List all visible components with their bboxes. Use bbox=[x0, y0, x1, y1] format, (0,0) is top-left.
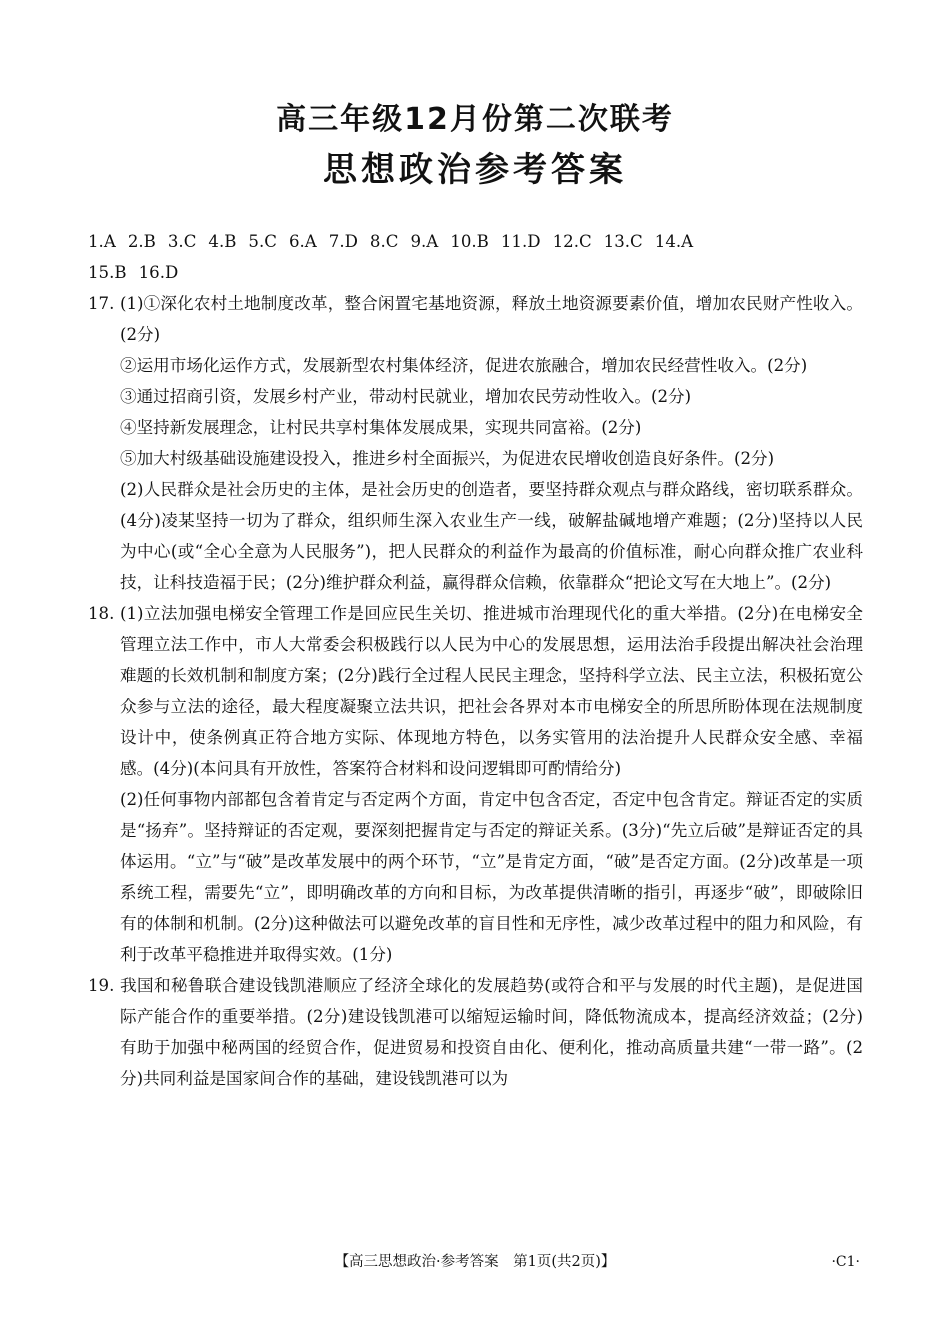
answer-paragraph: ⑤加大村级基础设施建设投入，推进乡村全面振兴，为促进农民增收创造良好条件。(2分) bbox=[120, 449, 775, 468]
answer-title: 思想政治参考答案 bbox=[323, 150, 627, 190]
question-number: 17. bbox=[88, 294, 115, 313]
footer-code: ·C1· bbox=[831, 1254, 860, 1270]
footer-text: 【高三思想政治·参考答案 第1页(共2页)】 bbox=[334, 1254, 616, 1270]
mc-answer: 9.A bbox=[410, 232, 439, 251]
mc-answer: 12.C bbox=[552, 232, 592, 251]
answer-paragraph: ④坚持新发展理念，让村民共享村集体发展成果，实现共同富裕。(2分) bbox=[120, 418, 642, 437]
mc-answer: 4.B bbox=[208, 232, 237, 251]
question-number: 19. bbox=[88, 976, 115, 995]
page-footer bbox=[0, 1248, 950, 1276]
mc-answers-line-1 bbox=[88, 226, 863, 257]
question-19 bbox=[88, 970, 863, 1094]
mc-answer: 10.B bbox=[450, 232, 489, 251]
answer-paragraph: (2)人民群众是社会历史的主体，是社会历史的创造者，要坚持群众观点与群众路线，密切联系群众。(4分)凌某坚持一切为了群众，组织师生深入农业生产一线，破解盐碱地增产难题；(2分)坚持以人民为中心(或“全心全意为人民服务”)，把人民群众的利益作为最高的价值标准，耐心向群众推广农业科技，让科技造福于民；(2分)维护群众利益，赢得群众信赖，依靠群众“把论文写在大地上”。(2分) bbox=[120, 480, 863, 592]
mc-answer: 7.D bbox=[328, 232, 358, 251]
mc-answer: 3.C bbox=[167, 232, 197, 251]
mc-answer: 14.A bbox=[654, 232, 694, 251]
answer-paragraph: (1)立法加强电梯安全管理工作是回应民生关切、推进城市治理现代化的重大举措。(2分)在电梯安全管理立法工作中，市人大常委会积极践行以人民为中心的发展思想，运用法治手段提出解决社会治理难题的长效机制和制度方案；(2分)践行全过程人民民主理念，坚持科学立法、民主立法，积极拓宽公众参与立法的途径，最大程度凝聚立法共识，把社会各界对本市电梯安全的所思所盼体现在法规制度设计中，使条例真正符合地方实际、体现地方特色，以务实管用的法治提升人民群众安全感、幸福感。(4分)(本问具有开放性，答案符合材料和设问逻辑即可酌情给分) bbox=[120, 604, 863, 778]
answer-paragraph: (1)①深化农村土地制度改革，整合闲置宅基地资源，释放土地资源要素价值，增加农民财产性收入。(2分) bbox=[120, 294, 863, 344]
question-number: 18. bbox=[88, 604, 115, 623]
question-18 bbox=[88, 598, 863, 970]
question-17 bbox=[88, 288, 863, 598]
mc-answer: 1.A bbox=[88, 232, 116, 251]
answer-paragraph: 我国和秘鲁联合建设钱凯港顺应了经济全球化的发展趋势(或符合和平与发展的时代主题)，是促进国际产能合作的重要举措。(2分)建设钱凯港可以缩短运输时间，降低物流成本，提高经济效益；(2分)有助于加强中秘两国的经贸合作，促进贸易和投资自由化、便利化，推动高质量共建“一带一路”。(2分)共同利益是国家间合作的基础，建设钱凯港可以为 bbox=[120, 976, 863, 1088]
mc-answer: 13.C bbox=[603, 232, 643, 251]
mc-answer: 6.A bbox=[288, 232, 317, 251]
exam-title: 高三年级12月份第二次联考 bbox=[276, 102, 674, 137]
answer-content bbox=[88, 226, 863, 1094]
mc-answer: 16.D bbox=[138, 263, 179, 282]
mc-answer: 2.B bbox=[127, 232, 156, 251]
mc-answer: 11.D bbox=[500, 232, 541, 251]
answer-paragraph: ③通过招商引资，发展乡村产业，带动村民就业，增加农民劳动性收入。(2分) bbox=[120, 387, 692, 406]
answer-paragraph: ②运用市场化运作方式，发展新型农村集体经济，促进农旅融合，增加农民经营性收入。(2分) bbox=[120, 356, 808, 375]
mc-answer: 15.B bbox=[88, 263, 127, 282]
mc-answer: 8.C bbox=[369, 232, 399, 251]
mc-answer: 5.C bbox=[248, 232, 277, 251]
mc-answers-line-2 bbox=[88, 257, 863, 288]
answer-paragraph: (2)任何事物内部都包含着肯定与否定两个方面，肯定中包含否定，否定中包含肯定。辩证否定的实质是“扬弃”。坚持辩证的否定观，要深刻把握肯定与否定的辩证关系。(3分)“先立后破”是辩证否定的具体运用。“立”与“破”是改革发展中的两个环节，“立”是肯定方面，“破”是否定方面。(2分)改革是一项系统工程，需要先“立”，即明确改革的方向和目标，为改革提供清晰的指引，再逐步“破”，即破除旧有的体制和机制。(2分)这种做法可以避免改革的盲目性和无序性，减少改革过程中的阻力和风险，有利于改革平稳推进并取得实效。(1分) bbox=[120, 790, 863, 964]
